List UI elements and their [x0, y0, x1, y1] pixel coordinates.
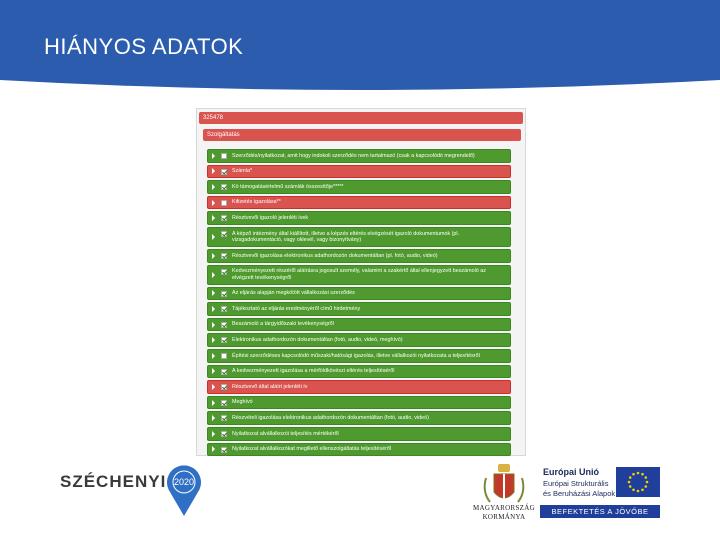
document-row-label: Építési szerződéses kapcsolódó műszaki/hatósági igazolás, illetve vállalkozói nyilatkozata a teljesítésről	[232, 352, 480, 359]
document-row[interactable]	[207, 180, 511, 194]
expand-arrow-icon[interactable]	[212, 368, 215, 374]
eu-star	[628, 481, 631, 484]
row-checkbox[interactable]	[221, 291, 227, 297]
eu-star	[632, 473, 635, 476]
eu-flag-icon	[616, 467, 660, 497]
expand-arrow-icon[interactable]	[212, 322, 215, 328]
document-row[interactable]	[207, 380, 511, 394]
crest-line1: MAGYARORSZÁG	[473, 504, 535, 512]
expand-arrow-icon[interactable]	[212, 415, 215, 421]
document-list	[207, 149, 521, 458]
eu-star	[629, 485, 632, 488]
row-checkbox[interactable]	[221, 184, 227, 190]
document-row[interactable]	[207, 249, 511, 263]
row-checkbox[interactable]	[221, 369, 227, 375]
document-row[interactable]	[207, 302, 511, 316]
eu-slogan-bar: BEFEKTETÉS A JÖVŐBE	[540, 505, 660, 518]
eu-title: Európai Unió	[543, 467, 599, 477]
document-row-label: Számla*	[232, 168, 253, 175]
row-checkbox[interactable]	[221, 431, 227, 437]
expand-arrow-icon[interactable]	[212, 253, 215, 259]
document-row[interactable]	[207, 333, 511, 347]
eu-star	[641, 473, 644, 476]
expand-arrow-icon[interactable]	[212, 168, 215, 174]
expand-arrow-icon[interactable]	[212, 384, 215, 390]
document-row[interactable]	[207, 365, 511, 379]
row-checkbox[interactable]	[221, 169, 227, 175]
expand-arrow-icon[interactable]	[212, 272, 215, 278]
document-row-label: Résztvevői igazoló jelenléti ívek	[232, 214, 309, 221]
expand-arrow-icon[interactable]	[212, 290, 215, 296]
document-row-label: Kifizetés igazolása**	[232, 199, 281, 206]
szechenyi-logo-text: SZÉCHENYI	[60, 472, 167, 491]
expand-arrow-icon[interactable]	[212, 234, 215, 240]
document-row-label: Elektronikus adathordozón dokumentáltan (fotó, audio, videó, meghívó)	[232, 336, 403, 343]
row-checkbox[interactable]	[221, 269, 227, 275]
crest-line2: KORMÁNYA	[482, 513, 526, 521]
expand-arrow-icon[interactable]	[212, 431, 215, 437]
document-row[interactable]	[207, 396, 511, 410]
document-row[interactable]	[207, 165, 511, 179]
row-checkbox[interactable]	[221, 231, 227, 237]
expand-arrow-icon[interactable]	[212, 306, 215, 312]
row-checkbox[interactable]	[221, 153, 227, 159]
document-row-label: Szerződés/nyilatkozat, amit hogy indokoli szerződés nem tartalmazó (csak a kapcsolódó megrendelő)	[232, 152, 475, 159]
expand-arrow-icon[interactable]	[212, 200, 215, 206]
document-row[interactable]	[207, 443, 511, 457]
document-row[interactable]	[207, 227, 511, 247]
eu-star	[641, 488, 644, 491]
row-checkbox[interactable]	[221, 200, 227, 206]
eu-logo-block	[540, 465, 664, 521]
eu-star	[644, 476, 647, 479]
eu-star	[644, 485, 647, 488]
document-row[interactable]	[207, 211, 511, 225]
eu-star	[637, 490, 640, 493]
document-row-label: Részvételi igazolása elektronikus adathordozón dokumentáltan (fotó, audio, videó)	[232, 414, 429, 421]
eu-star	[646, 481, 649, 484]
szechenyi-2020-pin-icon	[164, 462, 204, 518]
expand-arrow-icon[interactable]	[212, 446, 215, 452]
document-row-label: Résztvevői igazolása elektronikus adathordozón dokumentáltan (pl. fotó, audio, videó)	[232, 252, 438, 259]
document-row[interactable]	[207, 149, 511, 163]
document-row[interactable]	[207, 427, 511, 441]
document-row[interactable]	[207, 411, 511, 425]
document-row-label: Az eljárás alapján megkötött vállalkozási szerződés	[232, 290, 355, 297]
tree-root-label: 325478	[203, 115, 224, 121]
eu-star	[629, 476, 632, 479]
expand-arrow-icon[interactable]	[212, 153, 215, 159]
expand-arrow-icon[interactable]	[212, 353, 215, 359]
slide-header	[0, 0, 720, 92]
row-checkbox[interactable]	[221, 337, 227, 343]
row-checkbox[interactable]	[221, 415, 227, 421]
document-row[interactable]	[207, 287, 511, 301]
szechenyi-year: 2020	[173, 477, 195, 487]
row-checkbox[interactable]	[221, 447, 227, 453]
eu-line2: Európai Strukturális	[543, 479, 609, 488]
row-checkbox[interactable]	[221, 253, 227, 259]
eu-star	[632, 488, 635, 491]
tree-sub-label: Szolgáltatás	[207, 132, 240, 138]
document-row[interactable]	[207, 265, 511, 285]
document-row-label: Nyilatkozat alvállalkozókat megillető ellenszolgáltatás teljesítéséről	[232, 446, 392, 453]
document-row-label: Kedvezményezett részéről aláírásra jogosult személy, valamint a szakértő által ellenjegyzett beszámoló az elvégzett tevékenységről	[232, 268, 486, 281]
document-row-label: A képző intézmény által kiállított, illetve a képzés eltérés elvégzését igazoló dokumentumok (pl. vizsgadokumentáció, vagy oklevél, vagy bizonyítvány)	[232, 230, 460, 243]
document-row-label: Résztvevő által aláírt jelenléti ív	[232, 383, 308, 390]
row-checkbox[interactable]	[221, 400, 227, 406]
row-checkbox[interactable]	[221, 384, 227, 390]
row-checkbox[interactable]	[221, 322, 227, 328]
document-row-label: Nyilatkozat alvállalkozói teljesítés mértékéről	[232, 430, 339, 437]
row-checkbox[interactable]	[221, 353, 227, 359]
document-row-label: Meghívó	[232, 399, 253, 406]
eu-line3: és Beruházási Alapok	[543, 489, 616, 498]
row-checkbox[interactable]	[221, 215, 227, 221]
document-tree-panel	[196, 108, 526, 456]
expand-arrow-icon[interactable]	[212, 215, 215, 221]
document-row-label: Tájékoztató az eljárás eredményéről című hirdetmény	[232, 305, 361, 312]
row-checkbox[interactable]	[221, 306, 227, 312]
document-row[interactable]	[207, 349, 511, 363]
tree-root-node[interactable]	[199, 112, 523, 124]
document-row[interactable]	[207, 196, 511, 210]
slide-title: HIÁNYOS ADATOK	[44, 34, 244, 59]
document-row-label: Beszámoló a tárgyidőszaki tevékenységről	[232, 321, 334, 328]
expand-arrow-icon[interactable]	[212, 337, 215, 343]
tree-sub-node[interactable]	[203, 129, 521, 141]
document-row-label: A kedvezményezett igazolása a mérföldkövészi eltérés teljesítéséről	[232, 368, 395, 375]
document-row-label: Kö támogatásértelmű számlák összesítője*****	[232, 183, 344, 190]
eu-star	[637, 472, 640, 475]
document-row[interactable]	[207, 318, 511, 332]
expand-arrow-icon[interactable]	[212, 184, 215, 190]
expand-arrow-icon[interactable]	[212, 400, 215, 406]
